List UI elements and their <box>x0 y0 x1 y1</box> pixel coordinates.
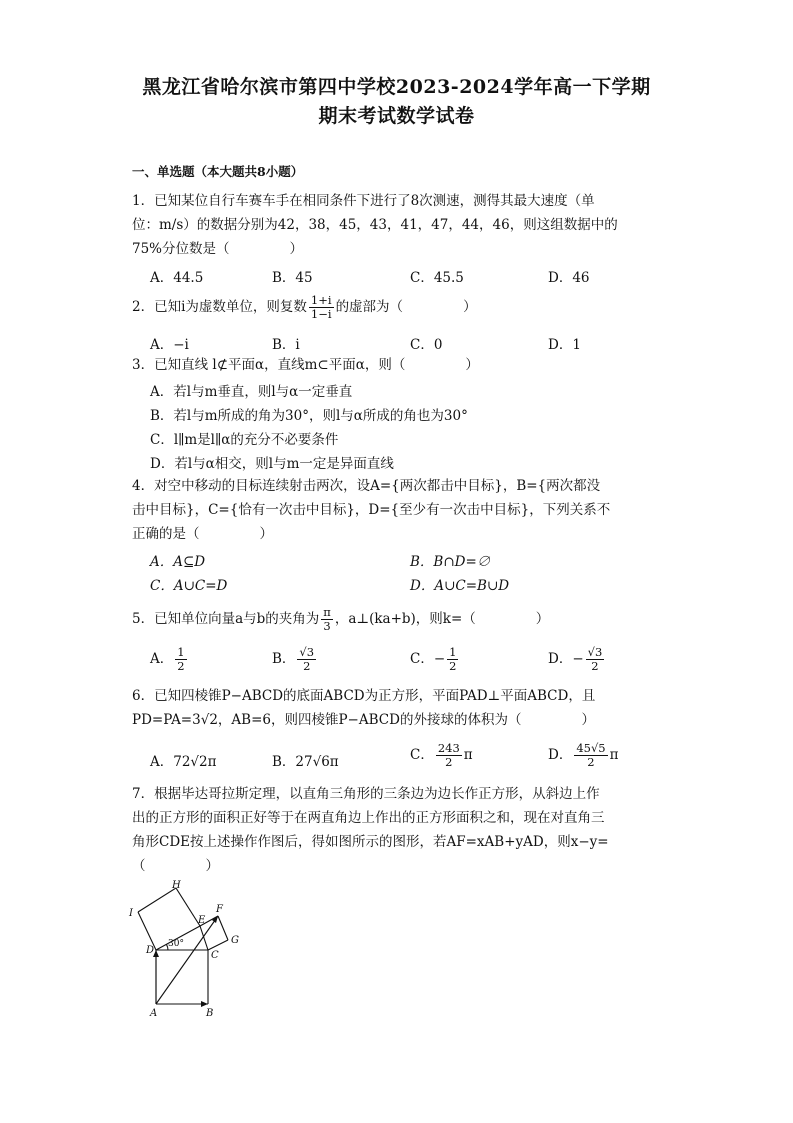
label-d: D <box>146 945 155 956</box>
label-e: E <box>198 915 206 926</box>
q2-option-a: A．−i <box>150 337 189 353</box>
q6-line2: PD=PA=3√2，AB=6，则四棱锥P−ABCD的外接球的体积为（ ） <box>132 712 595 728</box>
q1-option-b: B．45 <box>272 270 313 286</box>
q4-line2: 击中目标}，C={恰有一次击中目标}，D={至少有一次击中目标}，下列关系不 <box>132 502 611 518</box>
q3-option-d: D．若l与α相交，则l与m一定是异面直线 <box>150 456 394 472</box>
q5-option-b: B． $\frac{√3}{2}$ <box>272 645 315 673</box>
q4-line1: 4．对空中移动的目标连续射击两次，设A={两次都击中目标}，B={两次都没 <box>132 478 601 494</box>
q3-option-a: A．若l与m垂直，则l与α一定垂直 <box>150 384 353 400</box>
section-heading: 一、单选题（本大题共8小题） <box>132 164 304 179</box>
q2-option-b: B．i <box>272 337 300 353</box>
vector-af <box>156 916 218 1004</box>
page-title-line2: 期末考试数学试卷 <box>318 105 475 127</box>
q3-option-b: B．若l与m所成的角为30°，则l与α所成的角也为30° <box>150 408 468 424</box>
q6-option-a: A．72√2π <box>150 754 217 770</box>
q4-line3: 正确的是（ ） <box>132 526 273 542</box>
q6-option-c: C． $\frac{243}{2}$ π <box>410 741 473 769</box>
label-i: I <box>129 908 133 919</box>
label-a: A <box>150 1008 158 1019</box>
label-f: F <box>216 904 223 915</box>
question-4 <box>132 474 672 546</box>
q5-option-c: C．− $\frac{1}{2}$ <box>410 645 457 673</box>
q5-fraction: $\frac{\pi}{3}$ <box>323 605 331 633</box>
q4-option-a: A．A⊆D <box>150 554 206 570</box>
q1-option-c: C．45.5 <box>410 270 464 286</box>
q1-line1: 1．已知某位自行车赛车手在相同条件下进行了8次测速，测得其最大速度（单 <box>132 193 595 209</box>
edge-ec <box>200 926 208 950</box>
q5-option-a: A． $\frac{1}{2}$ <box>150 645 185 673</box>
edge-gc <box>208 940 228 950</box>
q4-option-b: B．B∩D=∅ <box>410 554 491 570</box>
question-7 <box>132 782 672 878</box>
geometry-figure <box>128 880 268 1020</box>
label-c: C <box>211 950 219 961</box>
q2-fraction: $\frac{1+i}{1-i}$ <box>310 293 332 321</box>
q1-option-d: D．46 <box>548 270 590 286</box>
arrow-head-b <box>201 1001 208 1007</box>
q7-line3: 角形CDE按上述操作作图后，得如图所示的图形，若AF=xAB+yAD，则x−y= <box>132 834 609 850</box>
q7-line1: 7．根据毕达哥拉斯定理，以直角三角形的三条边为边长作正方形，从斜边上作 <box>132 786 600 802</box>
label-g: G <box>231 935 239 946</box>
q6-option-d: D． $\frac{45√5}{2}$ π <box>548 741 619 769</box>
q1-line3: 75%分位数是（ ） <box>132 241 304 257</box>
q2-option-c: C．0 <box>410 337 443 353</box>
q6-line1: 6．已知四棱锥P−ABCD的底面ABCD为正方形，平面PAD⊥平面ABCD，且 <box>132 688 596 704</box>
q2-option-d: D．1 <box>548 337 581 353</box>
question-1 <box>132 189 672 261</box>
label-angle: 30° <box>168 939 184 949</box>
edge-he <box>176 888 200 926</box>
question-6 <box>132 684 672 732</box>
question-5: 5．已知单位向量a与b的夹角为 $\frac{\pi}{3}$ ，a⊥(ka+b)，则k=（ ） <box>132 605 550 633</box>
label-h: H <box>172 880 181 891</box>
question-2: 2．已知i为虚数单位，则复数 $\frac{1+i}{1-i}$ 的虚部为（ ） <box>132 293 477 321</box>
q4-option-c: C．A∪C=D <box>150 578 228 594</box>
q7-line4: （ ） <box>132 858 219 874</box>
page-title-line1: 黑龙江省哈尔滨市第四中学校2023-2024学年高一下学期 <box>142 76 651 98</box>
label-b: B <box>206 1008 214 1019</box>
edge-ih <box>138 888 176 912</box>
q3-option-c: C．l∥m是l∥α的充分不必要条件 <box>150 432 339 448</box>
q1-option-a: A．44.5 <box>150 270 204 286</box>
edge-fg <box>218 916 228 940</box>
q5-option-d: D．− $\frac{√3}{2}$ <box>548 645 603 673</box>
q7-line2: 出的正方形的面积正好等于在两直角边上作出的正方形面积之和，现在对直角三 <box>132 810 605 826</box>
q6-option-b: B．27√6π <box>272 754 339 770</box>
q4-option-d: D．A∪C=B∪D <box>410 578 510 594</box>
question-3: 3．已知直线 l⊄平面α，直线m⊂平面α，则（ ） <box>132 357 479 373</box>
q1-line2: 位：m/s）的数据分别为42，38，45，43，41，47，44，46，则这组数据中的 <box>132 217 618 233</box>
